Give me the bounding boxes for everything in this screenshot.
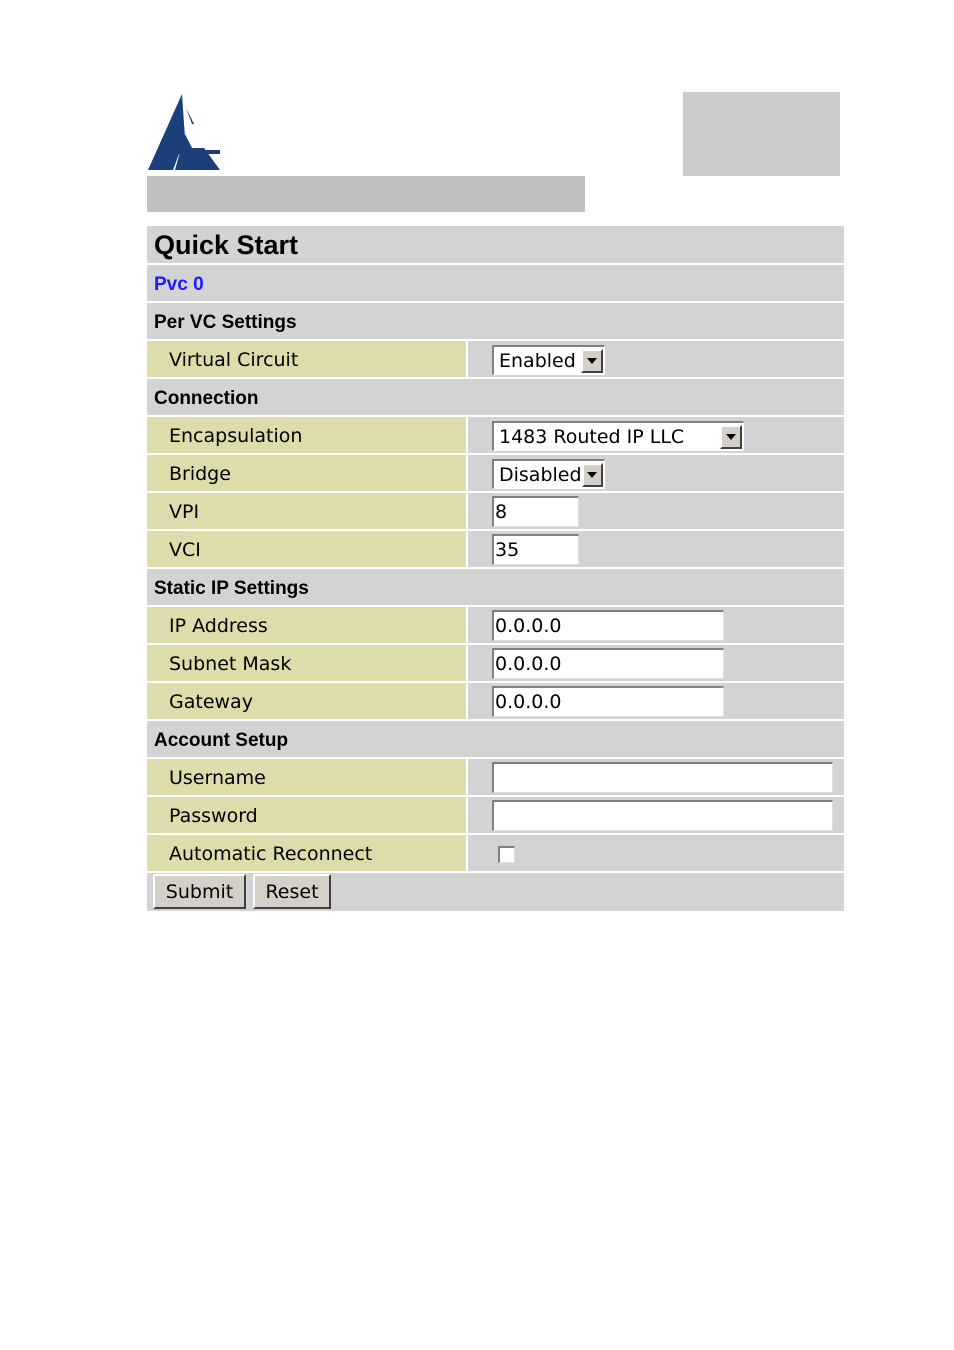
bridge-select[interactable] xyxy=(492,459,605,489)
encapsulation-row xyxy=(147,417,844,455)
auto-reconnect-checkbox[interactable] xyxy=(498,846,515,863)
chevron-down-icon[interactable] xyxy=(582,463,603,487)
submit-button[interactable]: Submit xyxy=(153,874,246,909)
field-label: Password xyxy=(169,805,258,827)
field-label: Subnet Mask xyxy=(169,653,292,675)
field-label: Bridge xyxy=(169,463,231,485)
button-row xyxy=(147,873,844,911)
select-value: Enabled xyxy=(499,349,576,372)
vci-row xyxy=(147,531,844,569)
section-static-ip xyxy=(147,569,844,607)
header-banner-box xyxy=(683,92,840,176)
encapsulation-select[interactable] xyxy=(492,421,744,451)
virtual-circuit-row xyxy=(147,341,844,379)
pvc-row xyxy=(147,265,844,303)
subnet-mask-input[interactable]: 0.0.0.0 xyxy=(492,648,724,679)
field-label: VPI xyxy=(169,501,200,523)
ip-address-input[interactable]: 0.0.0.0 xyxy=(492,610,724,641)
virtual-circuit-select[interactable] xyxy=(492,345,605,375)
atlantis-logo-icon xyxy=(148,94,220,170)
field-label: Username xyxy=(169,767,266,789)
auto-reconnect-row xyxy=(147,835,844,873)
select-value: Disabled xyxy=(499,463,582,486)
password-row xyxy=(147,797,844,835)
section-heading: Connection xyxy=(154,388,259,409)
section-account-setup xyxy=(147,721,844,759)
select-value: 1483 Routed IP LLC xyxy=(499,425,685,448)
section-per-vc xyxy=(147,303,844,341)
password-input[interactable] xyxy=(492,800,833,831)
quick-start-panel xyxy=(147,226,844,911)
field-label: Gateway xyxy=(169,691,253,713)
header-bar xyxy=(147,176,585,212)
chevron-down-icon[interactable] xyxy=(720,425,742,449)
vpi-row xyxy=(147,493,844,531)
field-label: Virtual Circuit xyxy=(169,349,299,371)
title-row xyxy=(147,226,844,265)
field-label: IP Address xyxy=(169,615,268,637)
bridge-row xyxy=(147,455,844,493)
subnet-mask-row xyxy=(147,645,844,683)
vpi-input[interactable]: 8 xyxy=(492,496,579,527)
username-row xyxy=(147,759,844,797)
field-label: VCI xyxy=(169,539,201,561)
ip-address-row xyxy=(147,607,844,645)
section-heading: Static IP Settings xyxy=(154,578,309,599)
username-input[interactable] xyxy=(492,762,833,793)
pvc-label[interactable]: Pvc 0 xyxy=(154,274,204,295)
vci-input[interactable]: 35 xyxy=(492,534,579,565)
gateway-input[interactable]: 0.0.0.0 xyxy=(492,686,724,717)
reset-button[interactable]: Reset xyxy=(253,874,331,909)
gateway-row xyxy=(147,683,844,721)
field-label: Automatic Reconnect xyxy=(169,843,373,865)
section-heading: Account Setup xyxy=(154,730,289,751)
page-title: Quick Start xyxy=(154,230,299,260)
chevron-down-icon[interactable] xyxy=(581,349,603,373)
section-connection xyxy=(147,379,844,417)
field-label: Encapsulation xyxy=(169,425,303,447)
section-heading: Per VC Settings xyxy=(154,312,297,333)
